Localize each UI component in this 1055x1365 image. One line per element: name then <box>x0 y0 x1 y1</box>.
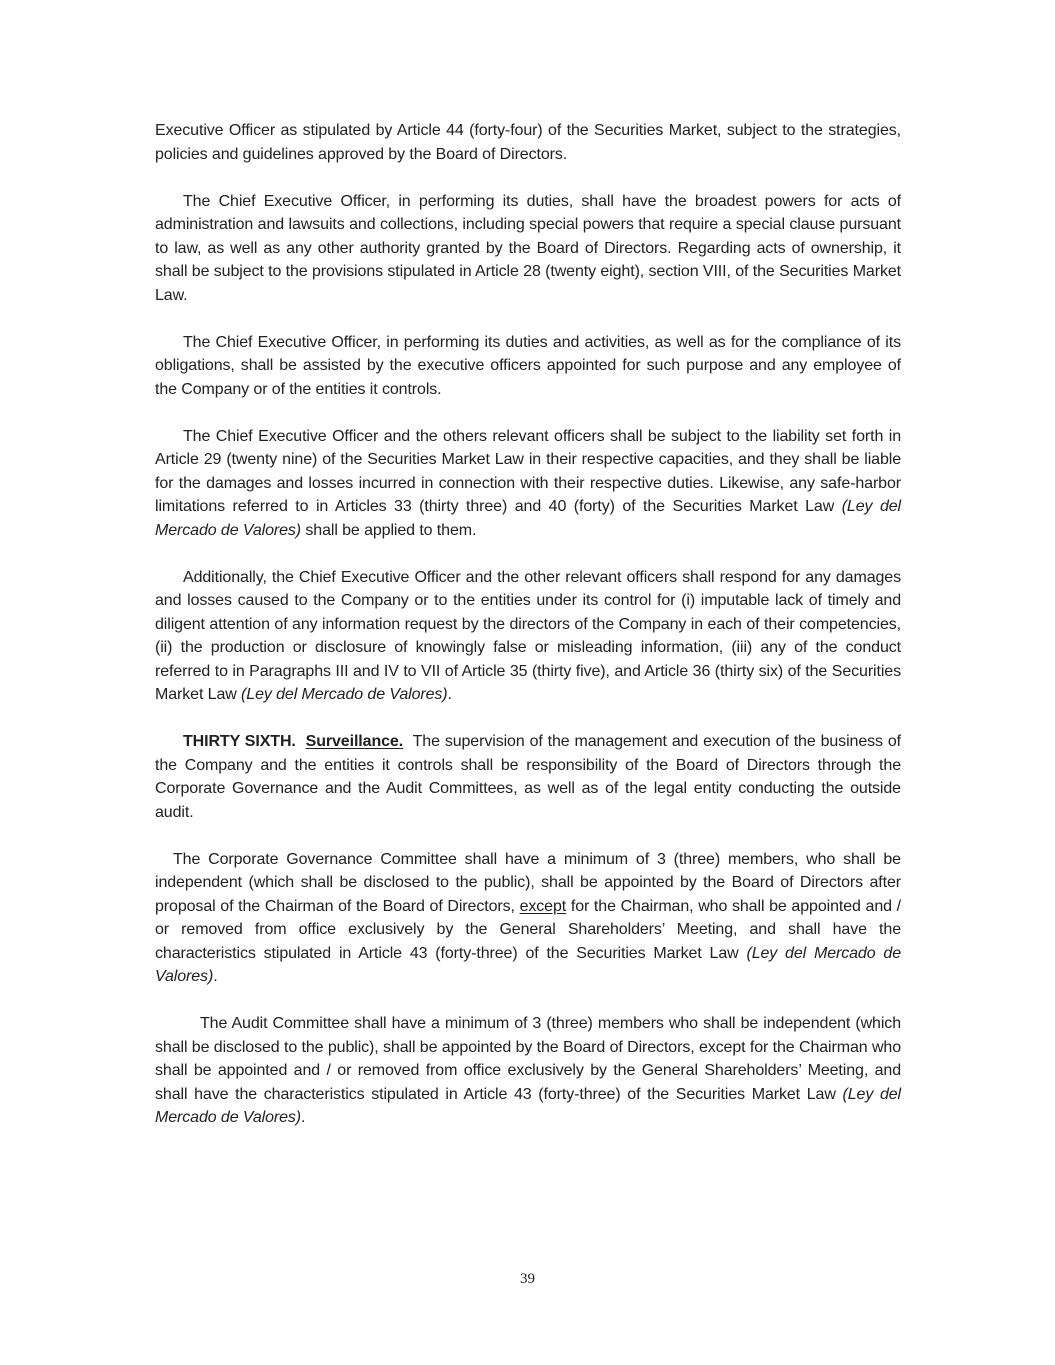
italic-run: (Ley del Mercado de Valores) <box>241 686 448 703</box>
text-run: . <box>213 968 218 985</box>
paragraph <box>155 190 901 308</box>
text-run: The Chief Executive Officer and the others relevant officers shall be subject to the liability set forth in Article 29 (twenty nine) of the Securities Market Law in their respective capacities, and they shall be liable for the damages and losses incurred in connection with their respective duties. Likewise, any safe-harbor limitations referred to in Articles 33 (thirty three) and 40 (forty) of the Securities Market Law <box>155 427 901 515</box>
text-run: Additionally, the Chief Executive Officer and the other relevant officers shall respond for any damages and losses caused to the Company or to the entities under its control for (i) imputable lack of timely and diligent attention of any information request by the directors of the Company in each of their competencies, (ii) the production or disclosure of knowingly false or misleading information, (iii) any of the conduct referred to in Paragraphs III and IV to VII of Article 35 (thirty five), and Article 36 (thirty six) of the Securities Market Law <box>155 568 901 703</box>
paragraph <box>155 425 901 543</box>
text-run: shall be applied to them. <box>301 521 477 539</box>
paragraph <box>155 730 901 824</box>
text-run: for the Chairman, who shall be appointed and / or removed from office exclusively by the General Shareholders’ Meeting, and shall have the characteristics stipulated in Article 43 (forty-three) of the Securities Market Law <box>155 897 901 962</box>
text-run: The Audit Committee shall have a minimum of 3 (three) members who shall be independent (which shall be disclosed to the public), shall be appointed by the Board of Directors, except for the Chairman who shall be appointed and / or removed from office exclusively by the General Shareholders’ Meeting, and shall have the characteristics stipulated in Article 43 (forty-three) of the Securities Market Law <box>155 1015 901 1103</box>
italic-run: (Ley del Mercado de Valores) <box>155 944 901 985</box>
bold-run: THIRTY SIXTH. <box>183 733 296 750</box>
bold-underline-run: Surveillance. <box>305 733 404 750</box>
text-run: . <box>301 1109 306 1126</box>
text-run: The supervision of the management and execution of the business of the Company and the entities it controls shall be responsibility of the Board of Directors through the Corporate Governance and the Audit Committees, as well as of the legal entity conducting the outside audit. <box>155 733 901 821</box>
paragraph <box>155 331 901 402</box>
paragraph <box>155 119 901 166</box>
text-run: Executive Officer as stipulated by Article 44 (forty-four) of the Securities Market, subject to the strategies, policies and guidelines approved by the Board of Directors. <box>155 122 901 163</box>
document-body <box>155 119 901 1130</box>
underline-run: except <box>519 897 567 915</box>
text-run <box>296 733 306 750</box>
italic-run: (Ley del Mercado de Valores) <box>155 498 902 539</box>
page-number: 39 <box>520 1271 535 1287</box>
paragraph <box>155 566 901 707</box>
text-run: The Chief Executive Officer, in performing its duties and activities, as well as for the compliance of its obligations, shall be assisted by the executive officers appointed for such purpose and any employee of the Company or of the entities it controls. <box>155 333 901 398</box>
text-run: . <box>447 686 452 703</box>
text-run: The Chief Executive Officer, in performing its duties, shall have the broadest powers for acts of administration and lawsuits and collections, including special powers that require a special clause pursuant to law, as well as any other authority granted by the Board of Directors. Regarding acts of ownership, it shall be subject to the provisions stipulated in Article 28 (twenty eight), section VIII, of the Securities Market Law. <box>155 192 901 304</box>
italic-run: (Ley del Mercado de Valores) <box>155 1085 902 1126</box>
paragraph <box>155 848 901 989</box>
text-run: The Corporate Governance Committee shall have a minimum of 3 (three) members, who shall be independent (which shall be disclosed to the public), shall be appointed by the Board of Directors after proposal of the Chairman of the Board of Directors, <box>155 850 901 915</box>
paragraph <box>155 1012 901 1130</box>
